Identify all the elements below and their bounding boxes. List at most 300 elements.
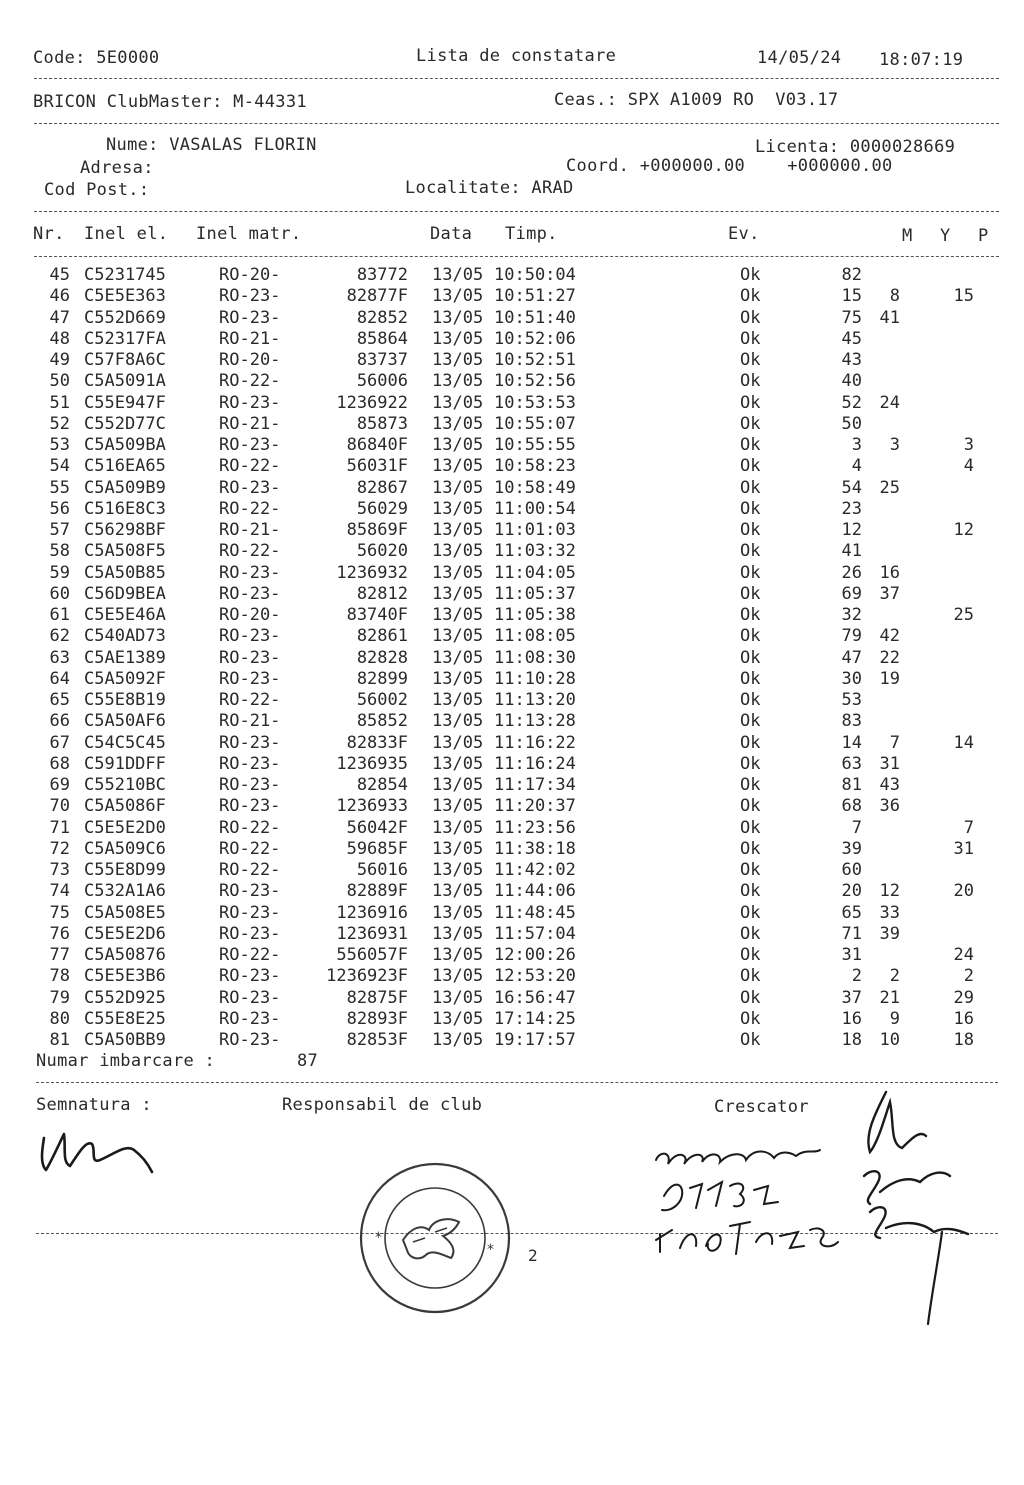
event-status: Ok bbox=[740, 1008, 761, 1029]
col-header-p: P bbox=[978, 226, 989, 246]
col-header-inel-el: Inel el. bbox=[84, 224, 169, 244]
arrival-date: 13/05 bbox=[432, 392, 484, 413]
ring-number: 82861 bbox=[356, 626, 408, 647]
col-m-value: 75 bbox=[841, 307, 862, 328]
arrival-time: 10:51:40 bbox=[494, 307, 576, 328]
electronic-ring: C52317FA bbox=[84, 328, 166, 349]
col-y-value: 25 bbox=[879, 477, 900, 498]
row-number: 65 bbox=[49, 690, 70, 710]
signature-right bbox=[850, 1072, 980, 1332]
electronic-ring: C5E5E363 bbox=[84, 286, 166, 307]
arrival-date: 13/05 bbox=[432, 541, 484, 562]
table-row bbox=[0, 818, 1024, 839]
table-row bbox=[0, 584, 1024, 605]
ring-number: 82853F bbox=[346, 1030, 408, 1050]
ring-number: 1236931 bbox=[336, 923, 408, 944]
table-row bbox=[0, 478, 1024, 499]
col-y-value: 37 bbox=[879, 583, 900, 604]
electronic-ring: C56298BF bbox=[84, 520, 166, 540]
col-y-value: 21 bbox=[879, 987, 900, 1008]
col-p-value: 24 bbox=[953, 945, 974, 965]
ring-prefix: RO-23- bbox=[219, 775, 281, 795]
row-number: 80 bbox=[49, 1008, 70, 1029]
arrival-time: 10:55:55 bbox=[494, 435, 576, 455]
ring-prefix: RO-20- bbox=[219, 350, 281, 370]
divider bbox=[34, 211, 999, 212]
event-status: Ok bbox=[740, 392, 761, 413]
ring-prefix: RO-23- bbox=[219, 583, 281, 604]
arrival-date: 13/05 bbox=[432, 307, 484, 328]
arrival-time: 11:42:02 bbox=[494, 860, 576, 880]
col-header-inel-matr: Inel matr. bbox=[196, 224, 302, 244]
postcode-label: Cod Post.: bbox=[44, 180, 150, 200]
arrival-time: 11:08:30 bbox=[494, 647, 576, 668]
col-y-value: 36 bbox=[879, 796, 900, 817]
event-status: Ok bbox=[740, 945, 761, 965]
col-m-value: 65 bbox=[841, 902, 862, 923]
col-m-value: 32 bbox=[841, 605, 862, 625]
col-y-value: 9 bbox=[889, 1008, 900, 1029]
electronic-ring: C5A5091A bbox=[84, 371, 166, 392]
arrival-time: 10:55:07 bbox=[494, 413, 576, 434]
electronic-ring: C54C5C45 bbox=[84, 732, 166, 753]
col-p-value: 3 bbox=[963, 435, 974, 455]
arrival-date: 13/05 bbox=[432, 562, 484, 583]
event-status: Ok bbox=[740, 711, 761, 732]
col-m-value: 47 bbox=[841, 647, 862, 668]
ring-prefix: RO-23- bbox=[219, 307, 281, 328]
electronic-ring: C5E5E2D6 bbox=[84, 923, 166, 944]
arrival-date: 13/05 bbox=[432, 860, 484, 880]
ring-number: 85852 bbox=[356, 711, 408, 732]
ring-prefix: RO-23- bbox=[219, 562, 281, 583]
arrival-time: 10:58:23 bbox=[494, 456, 576, 477]
arrival-date: 13/05 bbox=[432, 753, 484, 774]
event-status: Ok bbox=[740, 477, 761, 498]
arrival-time: 12:53:20 bbox=[494, 966, 576, 987]
arrival-date: 13/05 bbox=[432, 626, 484, 647]
arrival-time: 11:57:04 bbox=[494, 923, 576, 944]
electronic-ring: C5A50876 bbox=[84, 945, 166, 965]
row-number: 51 bbox=[49, 392, 70, 413]
col-y-value: 31 bbox=[879, 753, 900, 774]
col-m-value: 50 bbox=[841, 413, 862, 434]
arrival-time: 10:50:04 bbox=[494, 265, 576, 285]
electronic-ring: C5A509BA bbox=[84, 435, 166, 455]
table-row bbox=[0, 563, 1024, 584]
ring-prefix: RO-23- bbox=[219, 286, 281, 307]
row-number: 75 bbox=[49, 902, 70, 923]
ring-prefix: RO-21- bbox=[219, 711, 281, 732]
event-status: Ok bbox=[740, 328, 761, 349]
ring-number: 82875F bbox=[346, 987, 408, 1008]
col-p-value: 12 bbox=[953, 520, 974, 540]
row-number: 64 bbox=[49, 668, 70, 689]
svg-text:*: * bbox=[487, 1242, 494, 1258]
col-y-value: 42 bbox=[879, 626, 900, 647]
event-status: Ok bbox=[740, 456, 761, 477]
ring-number: 86840F bbox=[346, 435, 408, 455]
electronic-ring: C5AE1389 bbox=[84, 647, 166, 668]
event-status: Ok bbox=[740, 562, 761, 583]
locality: Localitate: ARAD bbox=[405, 178, 574, 198]
ring-number: 82833F bbox=[346, 732, 408, 753]
ring-number: 82893F bbox=[346, 1008, 408, 1029]
arrival-time: 11:08:05 bbox=[494, 626, 576, 647]
ring-number: 56042F bbox=[346, 817, 408, 838]
code-label: Code: 5E0000 bbox=[33, 48, 160, 68]
electronic-ring: C516EA65 bbox=[84, 456, 166, 477]
col-y-value: 10 bbox=[879, 1030, 900, 1050]
electronic-ring: C5A50BB9 bbox=[84, 1030, 166, 1050]
arrival-date: 13/05 bbox=[432, 881, 484, 902]
col-header-data: Data bbox=[430, 224, 473, 244]
row-number: 81 bbox=[49, 1030, 70, 1050]
ring-number: 83737 bbox=[356, 350, 408, 370]
table-row bbox=[0, 371, 1024, 392]
ring-number: 59685F bbox=[346, 838, 408, 859]
col-header-timp: Timp. bbox=[505, 224, 558, 244]
table-row bbox=[0, 414, 1024, 435]
table-row bbox=[0, 350, 1024, 371]
col-p-value: 25 bbox=[953, 605, 974, 625]
arrival-date: 13/05 bbox=[432, 477, 484, 498]
row-number: 53 bbox=[49, 435, 70, 455]
arrival-date: 13/05 bbox=[432, 647, 484, 668]
ring-number: 82828 bbox=[356, 647, 408, 668]
ring-number: 1236933 bbox=[336, 796, 408, 817]
col-p-value: 4 bbox=[963, 456, 974, 477]
row-number: 67 bbox=[49, 732, 70, 753]
coordinates: Coord. +000000.00 +000000.00 bbox=[566, 156, 893, 176]
arrival-date: 13/05 bbox=[432, 775, 484, 795]
event-status: Ok bbox=[740, 350, 761, 370]
event-status: Ok bbox=[740, 435, 761, 455]
row-number: 47 bbox=[49, 307, 70, 328]
arrival-date: 13/05 bbox=[432, 265, 484, 285]
arrival-date: 13/05 bbox=[432, 371, 484, 392]
col-m-value: 2 bbox=[851, 966, 862, 987]
arrival-time: 11:13:20 bbox=[494, 690, 576, 710]
col-p-value: 16 bbox=[953, 1008, 974, 1029]
ring-number: 1236916 bbox=[336, 902, 408, 923]
col-m-value: 83 bbox=[841, 711, 862, 732]
arrival-time: 11:03:32 bbox=[494, 541, 576, 562]
signature-label: Semnatura : bbox=[36, 1095, 152, 1115]
ring-prefix: RO-22- bbox=[219, 945, 281, 965]
row-number: 50 bbox=[49, 371, 70, 392]
table-row bbox=[0, 308, 1024, 329]
ring-prefix: RO-20- bbox=[219, 265, 281, 285]
col-m-value: 52 bbox=[841, 392, 862, 413]
electronic-ring: C5A50AF6 bbox=[84, 711, 166, 732]
print-time: 18:07:19 bbox=[879, 50, 964, 70]
ring-number: 1236935 bbox=[336, 753, 408, 774]
arrival-date: 13/05 bbox=[432, 1030, 484, 1050]
table-row bbox=[0, 988, 1024, 1009]
arrival-date: 13/05 bbox=[432, 690, 484, 710]
row-number: 54 bbox=[49, 456, 70, 477]
arrival-time: 12:00:26 bbox=[494, 945, 576, 965]
ring-prefix: RO-23- bbox=[219, 668, 281, 689]
row-number: 78 bbox=[49, 966, 70, 987]
arrival-date: 13/05 bbox=[432, 286, 484, 307]
arrival-date: 13/05 bbox=[432, 711, 484, 732]
arrival-time: 17:14:25 bbox=[494, 1008, 576, 1029]
ring-number: 85873 bbox=[356, 413, 408, 434]
col-m-value: 7 bbox=[851, 817, 862, 838]
arrival-time: 11:48:45 bbox=[494, 902, 576, 923]
electronic-ring: C5A508E5 bbox=[84, 902, 166, 923]
event-status: Ok bbox=[740, 987, 761, 1008]
arrival-time: 11:17:34 bbox=[494, 775, 576, 795]
arrival-time: 11:10:28 bbox=[494, 668, 576, 689]
table-row bbox=[0, 1030, 1024, 1051]
event-status: Ok bbox=[740, 690, 761, 710]
handwritten-text bbox=[650, 1130, 850, 1270]
ring-number: 85864 bbox=[356, 328, 408, 349]
col-y-value: 8 bbox=[889, 286, 900, 307]
table-row bbox=[0, 648, 1024, 669]
arrival-time: 10:52:56 bbox=[494, 371, 576, 392]
event-status: Ok bbox=[740, 498, 761, 519]
club-stamp bbox=[355, 1158, 515, 1318]
col-y-value: 41 bbox=[879, 307, 900, 328]
col-m-value: 68 bbox=[841, 796, 862, 817]
arrival-time: 16:56:47 bbox=[494, 987, 576, 1008]
arrival-date: 13/05 bbox=[432, 838, 484, 859]
electronic-ring: C552D669 bbox=[84, 307, 166, 328]
electronic-ring: C57F8A6C bbox=[84, 350, 166, 370]
arrival-time: 11:16:24 bbox=[494, 753, 576, 774]
ring-number: 82867 bbox=[356, 477, 408, 498]
ring-prefix: RO-22- bbox=[219, 371, 281, 392]
divider bbox=[34, 256, 999, 257]
arrival-date: 13/05 bbox=[432, 1008, 484, 1029]
ring-prefix: RO-20- bbox=[219, 605, 281, 625]
ring-number: 56006 bbox=[356, 371, 408, 392]
electronic-ring: C532A1A6 bbox=[84, 881, 166, 902]
ring-prefix: RO-21- bbox=[219, 413, 281, 434]
col-m-value: 54 bbox=[841, 477, 862, 498]
arrival-time: 11:16:22 bbox=[494, 732, 576, 753]
arrival-date: 13/05 bbox=[432, 350, 484, 370]
table-row bbox=[0, 860, 1024, 881]
table-row bbox=[0, 605, 1024, 626]
boarding-label: Numar imbarcare : bbox=[36, 1051, 216, 1071]
event-status: Ok bbox=[740, 668, 761, 689]
ring-prefix: RO-23- bbox=[219, 1008, 281, 1029]
arrival-date: 13/05 bbox=[432, 902, 484, 923]
col-y-value: 12 bbox=[879, 881, 900, 902]
svg-text:*: * bbox=[375, 1230, 382, 1246]
col-p-value: 20 bbox=[953, 881, 974, 902]
arrival-date: 13/05 bbox=[432, 520, 484, 540]
event-status: Ok bbox=[740, 860, 761, 880]
electronic-ring: C540AD73 bbox=[84, 626, 166, 647]
arrival-time: 10:52:51 bbox=[494, 350, 576, 370]
arrival-date: 13/05 bbox=[432, 923, 484, 944]
table-row bbox=[0, 711, 1024, 732]
row-number: 68 bbox=[49, 753, 70, 774]
col-y-value: 7 bbox=[889, 732, 900, 753]
table-row bbox=[0, 265, 1024, 286]
license-number: Licenta: 0000028669 bbox=[755, 137, 956, 157]
col-y-value: 16 bbox=[879, 562, 900, 583]
event-status: Ok bbox=[740, 838, 761, 859]
table-row bbox=[0, 286, 1024, 307]
ring-prefix: RO-23- bbox=[219, 796, 281, 817]
signature-left bbox=[30, 1120, 160, 1190]
arrival-time: 10:58:49 bbox=[494, 477, 576, 498]
col-m-value: 45 bbox=[841, 328, 862, 349]
electronic-ring: C5A5092F bbox=[84, 668, 166, 689]
ring-prefix: RO-21- bbox=[219, 520, 281, 540]
ring-prefix: RO-22- bbox=[219, 860, 281, 880]
event-status: Ok bbox=[740, 881, 761, 902]
ring-number: 56020 bbox=[356, 541, 408, 562]
table-row bbox=[0, 754, 1024, 775]
row-number: 49 bbox=[49, 350, 70, 370]
arrival-time: 11:13:28 bbox=[494, 711, 576, 732]
event-status: Ok bbox=[740, 626, 761, 647]
row-number: 77 bbox=[49, 945, 70, 965]
electronic-ring: C5A508F5 bbox=[84, 541, 166, 562]
electronic-ring: C55E947F bbox=[84, 392, 166, 413]
electronic-ring: C5A50B85 bbox=[84, 562, 166, 583]
ring-prefix: RO-22- bbox=[219, 690, 281, 710]
row-number: 56 bbox=[49, 498, 70, 519]
table-row bbox=[0, 966, 1024, 987]
electronic-ring: C516E8C3 bbox=[84, 498, 166, 519]
electronic-ring: C5A509C6 bbox=[84, 838, 166, 859]
row-number: 62 bbox=[49, 626, 70, 647]
electronic-ring: C5A509B9 bbox=[84, 477, 166, 498]
ring-prefix: RO-22- bbox=[219, 456, 281, 477]
arrival-date: 13/05 bbox=[432, 583, 484, 604]
event-status: Ok bbox=[740, 732, 761, 753]
row-number: 57 bbox=[49, 520, 70, 540]
ring-number: 56016 bbox=[356, 860, 408, 880]
row-number: 48 bbox=[49, 328, 70, 349]
event-status: Ok bbox=[740, 286, 761, 307]
col-p-value: 31 bbox=[953, 838, 974, 859]
clock-info: Ceas.: SPX A1009 RO V03.17 bbox=[554, 90, 839, 110]
table-row bbox=[0, 775, 1024, 796]
arrival-time: 11:05:37 bbox=[494, 583, 576, 604]
ring-prefix: RO-23- bbox=[219, 647, 281, 668]
table-row bbox=[0, 839, 1024, 860]
col-m-value: 18 bbox=[841, 1030, 862, 1050]
ring-number: 82877F bbox=[346, 286, 408, 307]
col-p-value: 2 bbox=[963, 966, 974, 987]
row-number: 71 bbox=[49, 817, 70, 838]
ring-prefix: RO-23- bbox=[219, 966, 281, 987]
page-number: 2 bbox=[528, 1246, 538, 1265]
col-m-value: 26 bbox=[841, 562, 862, 583]
col-m-value: 63 bbox=[841, 753, 862, 774]
col-m-value: 14 bbox=[841, 732, 862, 753]
event-status: Ok bbox=[740, 1030, 761, 1050]
arrival-date: 13/05 bbox=[432, 328, 484, 349]
ring-prefix: RO-23- bbox=[219, 881, 281, 902]
club-responsible-label: Responsabil de club bbox=[282, 1095, 483, 1115]
table-row bbox=[0, 393, 1024, 414]
arrival-date: 13/05 bbox=[432, 987, 484, 1008]
arrival-time: 11:01:03 bbox=[494, 520, 576, 540]
col-y-value: 33 bbox=[879, 902, 900, 923]
arrival-date: 13/05 bbox=[432, 817, 484, 838]
table-row bbox=[0, 541, 1024, 562]
row-number: 55 bbox=[49, 477, 70, 498]
col-m-value: 41 bbox=[841, 541, 862, 562]
event-status: Ok bbox=[740, 605, 761, 625]
breeder-label: Crescator bbox=[714, 1097, 809, 1117]
row-number: 46 bbox=[49, 286, 70, 307]
ring-number: 82889F bbox=[346, 881, 408, 902]
arrival-time: 10:51:27 bbox=[494, 286, 576, 307]
row-number: 63 bbox=[49, 647, 70, 668]
electronic-ring: C55E8B19 bbox=[84, 690, 166, 710]
arrival-time: 19:17:57 bbox=[494, 1030, 576, 1050]
ring-prefix: RO-23- bbox=[219, 902, 281, 923]
event-status: Ok bbox=[740, 966, 761, 987]
col-m-value: 15 bbox=[841, 286, 862, 307]
row-number: 66 bbox=[49, 711, 70, 732]
col-m-value: 3 bbox=[851, 435, 862, 455]
event-status: Ok bbox=[740, 647, 761, 668]
table-row bbox=[0, 903, 1024, 924]
col-header-m: M bbox=[902, 226, 913, 246]
arrival-date: 13/05 bbox=[432, 456, 484, 477]
table-row bbox=[0, 435, 1024, 456]
col-m-value: 43 bbox=[841, 350, 862, 370]
ring-number: 83772 bbox=[356, 265, 408, 285]
col-m-value: 37 bbox=[841, 987, 862, 1008]
row-number: 69 bbox=[49, 775, 70, 795]
arrival-time: 10:53:53 bbox=[494, 392, 576, 413]
arrival-time: 11:23:56 bbox=[494, 817, 576, 838]
col-y-value: 22 bbox=[879, 647, 900, 668]
ring-prefix: RO-23- bbox=[219, 732, 281, 753]
row-number: 76 bbox=[49, 923, 70, 944]
row-number: 60 bbox=[49, 583, 70, 604]
event-status: Ok bbox=[740, 413, 761, 434]
col-y-value: 3 bbox=[889, 435, 900, 455]
ring-number: 56002 bbox=[356, 690, 408, 710]
event-status: Ok bbox=[740, 307, 761, 328]
electronic-ring: C55E8D99 bbox=[84, 860, 166, 880]
event-status: Ok bbox=[740, 371, 761, 392]
col-m-value: 30 bbox=[841, 668, 862, 689]
row-number: 74 bbox=[49, 881, 70, 902]
ring-prefix: RO-22- bbox=[219, 817, 281, 838]
ring-prefix: RO-22- bbox=[219, 541, 281, 562]
arrival-date: 13/05 bbox=[432, 796, 484, 817]
col-m-value: 53 bbox=[841, 690, 862, 710]
col-y-value: 19 bbox=[879, 668, 900, 689]
ring-number: 85869F bbox=[346, 520, 408, 540]
ring-number: 83740F bbox=[346, 605, 408, 625]
col-m-value: 60 bbox=[841, 860, 862, 880]
electronic-ring: C5E5E2D0 bbox=[84, 817, 166, 838]
address-label: Adresa: bbox=[80, 158, 154, 178]
event-status: Ok bbox=[740, 583, 761, 604]
row-number: 70 bbox=[49, 796, 70, 817]
arrival-date: 13/05 bbox=[432, 966, 484, 987]
ring-prefix: RO-23- bbox=[219, 392, 281, 413]
table-row bbox=[0, 456, 1024, 477]
